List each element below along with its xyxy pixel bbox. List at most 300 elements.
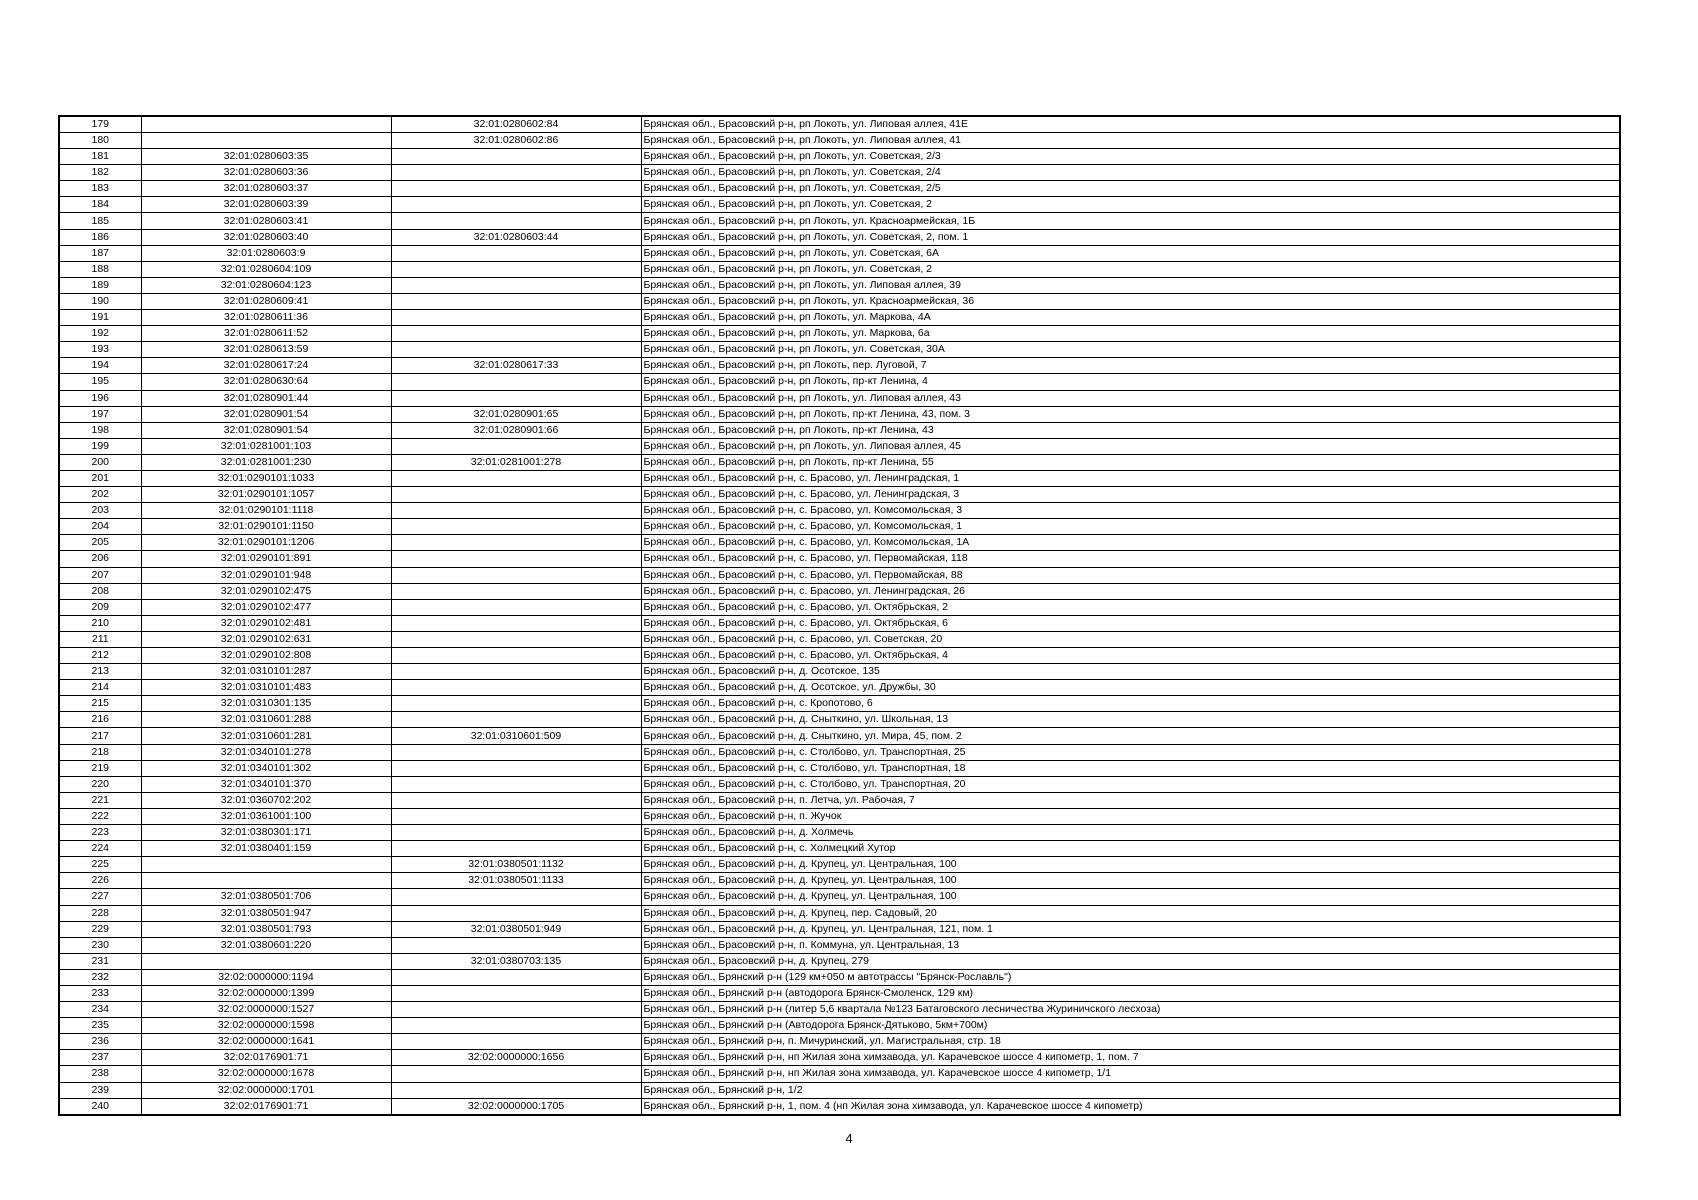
address-cell: Брянская обл., Брянский р-н, 1/2 <box>641 1082 1620 1098</box>
table-row <box>59 470 1620 486</box>
related-cadastral-number-cell <box>391 1018 641 1034</box>
table-row <box>59 245 1620 261</box>
row-number-cell: 239 <box>59 1082 141 1098</box>
address-cell: Брянская обл., Брасовский р-н, п. Летча, ул. Рабочая, 7 <box>641 792 1620 808</box>
row-number-cell: 224 <box>59 841 141 857</box>
cadastral-number-cell: 32:01:0290102:477 <box>141 599 391 615</box>
cadastral-number-cell: 32:01:0380301:171 <box>141 825 391 841</box>
table-row <box>59 133 1620 149</box>
row-number-cell: 216 <box>59 712 141 728</box>
cadastral-number-cell: 32:01:0310101:287 <box>141 664 391 680</box>
address-cell: Брянская обл., Брасовский р-н, с. Брасово, ул. Ленинградская, 1 <box>641 470 1620 486</box>
table-row <box>59 165 1620 181</box>
cadastral-number-cell: 32:01:0280609:41 <box>141 293 391 309</box>
table-row <box>59 776 1620 792</box>
cadastral-number-cell: 32:01:0380501:706 <box>141 889 391 905</box>
table-row <box>59 953 1620 969</box>
row-number-cell: 204 <box>59 519 141 535</box>
cadastral-number-cell: 32:01:0280901:44 <box>141 390 391 406</box>
table-row <box>59 454 1620 470</box>
table-row <box>59 358 1620 374</box>
related-cadastral-number-cell: 32:01:0280603:44 <box>391 229 641 245</box>
address-cell: Брянская обл., Брасовский р-н, с. Брасово, ул. Первомайская, 118 <box>641 551 1620 567</box>
address-cell: Брянская обл., Брасовский р-н, д. Крупец, ул. Центральная, 100 <box>641 857 1620 873</box>
address-cell: Брянская обл., Брасовский р-н, д. Крупец, пер. Садовый, 20 <box>641 905 1620 921</box>
table-row <box>59 615 1620 631</box>
cadastral-number-cell: 32:01:0310601:281 <box>141 728 391 744</box>
related-cadastral-number-cell <box>391 985 641 1001</box>
related-cadastral-number-cell <box>391 744 641 760</box>
cadastral-number-cell: 32:02:0000000:1678 <box>141 1066 391 1082</box>
row-number-cell: 186 <box>59 229 141 245</box>
table-row <box>59 213 1620 229</box>
cadastral-number-cell: 32:01:0290102:475 <box>141 583 391 599</box>
table-row <box>59 937 1620 953</box>
table-row <box>59 519 1620 535</box>
row-number-cell: 198 <box>59 422 141 438</box>
table-row <box>59 873 1620 889</box>
related-cadastral-number-cell <box>391 535 641 551</box>
registry-table-body <box>59 116 1620 1115</box>
row-number-cell: 181 <box>59 149 141 165</box>
cadastral-number-cell: 32:01:0340101:302 <box>141 760 391 776</box>
row-number-cell: 205 <box>59 535 141 551</box>
address-cell: Брянская обл., Брасовский р-н, рп Локоть, ул. Советская, 30А <box>641 342 1620 358</box>
related-cadastral-number-cell <box>391 648 641 664</box>
address-cell: Брянская обл., Брянский р-н (129 км+050 м автотрассы "Брянск-Рославль") <box>641 969 1620 985</box>
row-number-cell: 235 <box>59 1018 141 1034</box>
cadastral-number-cell: 32:01:0290102:631 <box>141 631 391 647</box>
related-cadastral-number-cell: 32:01:0380501:949 <box>391 921 641 937</box>
address-cell: Брянская обл., Брасовский р-н, п. Коммуна, ул. Центральная, 13 <box>641 937 1620 953</box>
cadastral-number-cell: 32:01:0280611:52 <box>141 326 391 342</box>
address-cell: Брянская обл., Брасовский р-н, д. Холмечь <box>641 825 1620 841</box>
row-number-cell: 197 <box>59 406 141 422</box>
table-row <box>59 1082 1620 1098</box>
related-cadastral-number-cell <box>391 470 641 486</box>
address-cell: Брянская обл., Брасовский р-н, рп Локоть, ул. Маркова, 6а <box>641 326 1620 342</box>
table-row <box>59 905 1620 921</box>
related-cadastral-number-cell <box>391 615 641 631</box>
cadastral-number-cell: 32:01:0380401:159 <box>141 841 391 857</box>
table-row <box>59 503 1620 519</box>
table-row <box>59 149 1620 165</box>
row-number-cell: 223 <box>59 825 141 841</box>
related-cadastral-number-cell <box>391 808 641 824</box>
related-cadastral-number-cell <box>391 937 641 953</box>
row-number-cell: 217 <box>59 728 141 744</box>
related-cadastral-number-cell <box>391 310 641 326</box>
table-row <box>59 229 1620 245</box>
table-row <box>59 921 1620 937</box>
cadastral-number-cell: 32:01:0380501:793 <box>141 921 391 937</box>
related-cadastral-number-cell <box>391 1082 641 1098</box>
row-number-cell: 228 <box>59 905 141 921</box>
page-number: 4 <box>845 1131 853 1146</box>
related-cadastral-number-cell <box>391 551 641 567</box>
cadastral-number-cell: 32:01:0280630:64 <box>141 374 391 390</box>
cadastral-number-cell: 32:01:0280603:41 <box>141 213 391 229</box>
address-cell: Брянская обл., Брасовский р-н, рп Локоть, пр-кт Ленина, 43, пом. 3 <box>641 406 1620 422</box>
table-row <box>59 985 1620 1001</box>
table-row <box>59 760 1620 776</box>
table-row <box>59 1018 1620 1034</box>
cadastral-number-cell: 32:01:0310601:288 <box>141 712 391 728</box>
address-cell: Брянская обл., Брасовский р-н, с. Брасово, ул. Советская, 20 <box>641 631 1620 647</box>
address-cell: Брянская обл., Брасовский р-н, п. Жучок <box>641 808 1620 824</box>
related-cadastral-number-cell <box>391 567 641 583</box>
related-cadastral-number-cell: 32:01:0380703:135 <box>391 953 641 969</box>
row-number-cell: 190 <box>59 293 141 309</box>
related-cadastral-number-cell <box>391 664 641 680</box>
cadastral-number-cell: 32:01:0280603:35 <box>141 149 391 165</box>
related-cadastral-number-cell: 32:01:0281001:278 <box>391 454 641 470</box>
cadastral-number-cell: 32:01:0281001:230 <box>141 454 391 470</box>
address-cell: Брянская обл., Брасовский р-н, с. Брасово, ул. Октябрьская, 2 <box>641 599 1620 615</box>
address-cell: Брянская обл., Брасовский р-н, д. Осотское, 135 <box>641 664 1620 680</box>
cadastral-number-cell: 32:02:0000000:1194 <box>141 969 391 985</box>
related-cadastral-number-cell <box>391 487 641 503</box>
related-cadastral-number-cell <box>391 905 641 921</box>
table-row <box>59 535 1620 551</box>
row-number-cell: 202 <box>59 487 141 503</box>
row-number-cell: 212 <box>59 648 141 664</box>
row-number-cell: 219 <box>59 760 141 776</box>
table-row <box>59 342 1620 358</box>
address-cell: Брянская обл., Брасовский р-н, рп Локоть, ул. Советская, 2 <box>641 197 1620 213</box>
row-number-cell: 192 <box>59 326 141 342</box>
cadastral-number-cell: 32:01:0310101:483 <box>141 680 391 696</box>
table-row <box>59 422 1620 438</box>
table-row <box>59 712 1620 728</box>
cadastral-number-cell: 32:01:0360702:202 <box>141 792 391 808</box>
table-row <box>59 744 1620 760</box>
row-number-cell: 237 <box>59 1050 141 1066</box>
address-cell: Брянская обл., Брасовский р-н, рп Локоть, ул. Липовая аллея, 39 <box>641 277 1620 293</box>
cadastral-number-cell: 32:02:0000000:1598 <box>141 1018 391 1034</box>
address-cell: Брянская обл., Брянский р-н, п. Мичуринский, ул. Магистральная, стр. 18 <box>641 1034 1620 1050</box>
address-cell: Брянская обл., Брасовский р-н, рп Локоть, ул. Советская, 2/3 <box>641 149 1620 165</box>
row-number-cell: 234 <box>59 1002 141 1018</box>
related-cadastral-number-cell <box>391 760 641 776</box>
table-row <box>59 438 1620 454</box>
address-cell: Брянская обл., Брасовский р-н, с. Брасово, ул. Первомайская, 88 <box>641 567 1620 583</box>
row-number-cell: 185 <box>59 213 141 229</box>
related-cadastral-number-cell <box>391 519 641 535</box>
row-number-cell: 191 <box>59 310 141 326</box>
table-row <box>59 277 1620 293</box>
cadastral-number-cell: 32:01:0280604:123 <box>141 277 391 293</box>
row-number-cell: 227 <box>59 889 141 905</box>
address-cell: Брянская обл., Брасовский р-н, с. Брасово, ул. Ленинградская, 26 <box>641 583 1620 599</box>
address-cell: Брянская обл., Брасовский р-н, рп Локоть, пр-кт Ленина, 4 <box>641 374 1620 390</box>
related-cadastral-number-cell: 32:01:0280602:86 <box>391 133 641 149</box>
address-cell: Брянская обл., Брасовский р-н, рп Локоть, ул. Красноармейская, 1Б <box>641 213 1620 229</box>
row-number-cell: 187 <box>59 245 141 261</box>
related-cadastral-number-cell <box>391 696 641 712</box>
row-number-cell: 229 <box>59 921 141 937</box>
address-cell: Брянская обл., Брасовский р-н, рп Локоть, ул. Советская, 2, пом. 1 <box>641 229 1620 245</box>
related-cadastral-number-cell: 32:01:0380501:1133 <box>391 873 641 889</box>
related-cadastral-number-cell <box>391 776 641 792</box>
row-number-cell: 184 <box>59 197 141 213</box>
row-number-cell: 208 <box>59 583 141 599</box>
address-cell: Брянская обл., Брасовский р-н, с. Брасово, ул. Ленинградская, 3 <box>641 487 1620 503</box>
row-number-cell: 193 <box>59 342 141 358</box>
row-number-cell: 189 <box>59 277 141 293</box>
related-cadastral-number-cell: 32:02:0000000:1705 <box>391 1098 641 1115</box>
related-cadastral-number-cell <box>391 680 641 696</box>
cadastral-number-cell: 32:01:0290101:1206 <box>141 535 391 551</box>
row-number-cell: 215 <box>59 696 141 712</box>
table-row <box>59 567 1620 583</box>
row-number-cell: 220 <box>59 776 141 792</box>
row-number-cell: 211 <box>59 631 141 647</box>
row-number-cell: 210 <box>59 615 141 631</box>
related-cadastral-number-cell <box>391 293 641 309</box>
row-number-cell: 225 <box>59 857 141 873</box>
registry-table <box>58 115 1621 1116</box>
cadastral-number-cell <box>141 953 391 969</box>
address-cell: Брянская обл., Брасовский р-н, с. Столбово, ул. Транспортная, 20 <box>641 776 1620 792</box>
table-row <box>59 551 1620 567</box>
table-row <box>59 631 1620 647</box>
table-row <box>59 728 1620 744</box>
related-cadastral-number-cell: 32:01:0380501:1132 <box>391 857 641 873</box>
row-number-cell: 188 <box>59 261 141 277</box>
row-number-cell: 199 <box>59 438 141 454</box>
address-cell: Брянская обл., Брасовский р-н, рп Локоть, ул. Липовая аллея, 45 <box>641 438 1620 454</box>
cadastral-number-cell: 32:02:0176901:71 <box>141 1050 391 1066</box>
table-row <box>59 583 1620 599</box>
address-cell: Брянская обл., Брасовский р-н, д. Крупец, ул. Центральная, 100 <box>641 889 1620 905</box>
address-cell: Брянская обл., Брасовский р-н, рп Локоть, ул. Советская, 2 <box>641 261 1620 277</box>
related-cadastral-number-cell <box>391 277 641 293</box>
related-cadastral-number-cell <box>391 181 641 197</box>
address-cell: Брянская обл., Брасовский р-н, с. Брасово, ул. Комсомольская, 1 <box>641 519 1620 535</box>
related-cadastral-number-cell <box>391 245 641 261</box>
cadastral-number-cell: 32:02:0176901:71 <box>141 1098 391 1115</box>
cadastral-number-cell: 32:01:0290101:1057 <box>141 487 391 503</box>
related-cadastral-number-cell <box>391 599 641 615</box>
row-number-cell: 218 <box>59 744 141 760</box>
cadastral-number-cell <box>141 116 391 133</box>
row-number-cell: 206 <box>59 551 141 567</box>
table-row <box>59 1098 1620 1115</box>
cadastral-number-cell: 32:01:0280901:54 <box>141 406 391 422</box>
related-cadastral-number-cell <box>391 712 641 728</box>
related-cadastral-number-cell <box>391 326 641 342</box>
cadastral-number-cell: 32:01:0361001:100 <box>141 808 391 824</box>
table-row <box>59 1002 1620 1018</box>
row-number-cell: 180 <box>59 133 141 149</box>
row-number-cell: 236 <box>59 1034 141 1050</box>
table-row <box>59 181 1620 197</box>
table-row <box>59 599 1620 615</box>
cadastral-number-cell: 32:01:0280604:109 <box>141 261 391 277</box>
cadastral-number-cell: 32:01:0280603:36 <box>141 165 391 181</box>
address-cell: Брянская обл., Брянский р-н (литер 5,6 квартала №123 Батаговского лесничества Журиничского лесхоза) <box>641 1002 1620 1018</box>
related-cadastral-number-cell <box>391 792 641 808</box>
address-cell: Брянская обл., Брасовский р-н, с. Брасово, ул. Комсомольская, 3 <box>641 503 1620 519</box>
address-cell: Брянская обл., Брасовский р-н, рп Локоть, пр-кт Ленина, 55 <box>641 454 1620 470</box>
table-row <box>59 648 1620 664</box>
cadastral-number-cell: 32:01:0280613:59 <box>141 342 391 358</box>
table-row <box>59 808 1620 824</box>
cadastral-number-cell <box>141 857 391 873</box>
address-cell: Брянская обл., Брасовский р-н, с. Кропотово, 6 <box>641 696 1620 712</box>
table-row <box>59 310 1620 326</box>
cadastral-number-cell: 32:01:0380501:947 <box>141 905 391 921</box>
address-cell: Брянская обл., Брянский р-н, нп Жилая зона химзавода, ул. Карачевское шоссе 4 кипометр, 1/1 <box>641 1066 1620 1082</box>
cadastral-number-cell: 32:01:0280611:36 <box>141 310 391 326</box>
table-row <box>59 1034 1620 1050</box>
address-cell: Брянская обл., Брасовский р-н, д. Крупец, ул. Центральная, 100 <box>641 873 1620 889</box>
related-cadastral-number-cell <box>391 213 641 229</box>
row-number-cell: 194 <box>59 358 141 374</box>
table-row <box>59 857 1620 873</box>
related-cadastral-number-cell <box>391 583 641 599</box>
row-number-cell: 221 <box>59 792 141 808</box>
cadastral-number-cell: 32:01:0310301:135 <box>141 696 391 712</box>
related-cadastral-number-cell <box>391 261 641 277</box>
table-row <box>59 969 1620 985</box>
cadastral-number-cell: 32:01:0290102:808 <box>141 648 391 664</box>
address-cell: Брянская обл., Брасовский р-н, д. Осотское, ул. Дружбы, 30 <box>641 680 1620 696</box>
address-cell: Брянская обл., Брянский р-н, нп Жилая зона химзавода, ул. Карачевское шоссе 4 кипометр, 1, пом. 7 <box>641 1050 1620 1066</box>
related-cadastral-number-cell <box>391 1002 641 1018</box>
row-number-cell: 238 <box>59 1066 141 1082</box>
related-cadastral-number-cell: 32:01:0280901:65 <box>391 406 641 422</box>
related-cadastral-number-cell <box>391 374 641 390</box>
cadastral-number-cell: 32:01:0281001:103 <box>141 438 391 454</box>
cadastral-number-cell: 32:02:0000000:1701 <box>141 1082 391 1098</box>
row-number-cell: 240 <box>59 1098 141 1115</box>
cadastral-number-cell: 32:01:0380601:220 <box>141 937 391 953</box>
address-cell: Брянская обл., Брасовский р-н, д. Крупец, 279 <box>641 953 1620 969</box>
row-number-cell: 201 <box>59 470 141 486</box>
row-number-cell: 231 <box>59 953 141 969</box>
cadastral-number-cell: 32:01:0340101:370 <box>141 776 391 792</box>
related-cadastral-number-cell <box>391 503 641 519</box>
cadastral-number-cell: 32:02:0000000:1399 <box>141 985 391 1001</box>
cadastral-number-cell: 32:01:0290101:891 <box>141 551 391 567</box>
address-cell: Брянская обл., Брянский р-н, 1, пом. 4 (нп Жилая зона химзавода, ул. Карачевское шоссе 4 кипометр) <box>641 1098 1620 1115</box>
table-row <box>59 664 1620 680</box>
table-row <box>59 293 1620 309</box>
row-number-cell: 232 <box>59 969 141 985</box>
related-cadastral-number-cell <box>391 438 641 454</box>
table-row <box>59 1066 1620 1082</box>
address-cell: Брянская обл., Брасовский р-н, рп Локоть, ул. Советская, 6А <box>641 245 1620 261</box>
related-cadastral-number-cell <box>391 165 641 181</box>
table-row <box>59 487 1620 503</box>
address-cell: Брянская обл., Брасовский р-н, рп Локоть, ул. Красноармейская, 36 <box>641 293 1620 309</box>
address-cell: Брянская обл., Брасовский р-н, рп Локоть, ул. Советская, 2/4 <box>641 165 1620 181</box>
related-cadastral-number-cell: 32:02:0000000:1656 <box>391 1050 641 1066</box>
address-cell: Брянская обл., Брасовский р-н, д. Сныткино, ул. Мира, 45, пом. 2 <box>641 728 1620 744</box>
related-cadastral-number-cell <box>391 631 641 647</box>
row-number-cell: 182 <box>59 165 141 181</box>
row-number-cell: 226 <box>59 873 141 889</box>
row-number-cell: 214 <box>59 680 141 696</box>
table-row <box>59 326 1620 342</box>
cadastral-number-cell: 32:01:0340101:278 <box>141 744 391 760</box>
cadastral-number-cell: 32:01:0290101:948 <box>141 567 391 583</box>
row-number-cell: 233 <box>59 985 141 1001</box>
related-cadastral-number-cell <box>391 969 641 985</box>
related-cadastral-number-cell <box>391 197 641 213</box>
related-cadastral-number-cell <box>391 841 641 857</box>
related-cadastral-number-cell <box>391 825 641 841</box>
row-number-cell: 213 <box>59 664 141 680</box>
cadastral-number-cell <box>141 873 391 889</box>
related-cadastral-number-cell: 32:01:0280602:84 <box>391 116 641 133</box>
cadastral-number-cell: 32:01:0290101:1150 <box>141 519 391 535</box>
table-row <box>59 825 1620 841</box>
row-number-cell: 207 <box>59 567 141 583</box>
cadastral-number-cell: 32:01:0280617:24 <box>141 358 391 374</box>
address-cell: Брянская обл., Брянский р-н (автодорога Брянск-Смоленск, 129 км) <box>641 985 1620 1001</box>
cadastral-number-cell: 32:01:0280603:9 <box>141 245 391 261</box>
row-number-cell: 200 <box>59 454 141 470</box>
cadastral-number-cell: 32:01:0280603:40 <box>141 229 391 245</box>
table-row <box>59 889 1620 905</box>
table-row <box>59 406 1620 422</box>
related-cadastral-number-cell <box>391 390 641 406</box>
row-number-cell: 196 <box>59 390 141 406</box>
cadastral-number-cell: 32:01:0280603:39 <box>141 197 391 213</box>
cadastral-number-cell <box>141 133 391 149</box>
address-cell: Брянская обл., Брасовский р-н, рп Локоть, пер. Луговой, 7 <box>641 358 1620 374</box>
address-cell: Брянская обл., Брасовский р-н, с. Холмецкий Хутор <box>641 841 1620 857</box>
cadastral-number-cell: 32:01:0280901:54 <box>141 422 391 438</box>
cadastral-number-cell: 32:02:0000000:1641 <box>141 1034 391 1050</box>
table-row <box>59 390 1620 406</box>
address-cell: Брянская обл., Брасовский р-н, рп Локоть, ул. Липовая аллея, 41 <box>641 133 1620 149</box>
address-cell: Брянская обл., Брасовский р-н, рп Локоть, пр-кт Ленина, 43 <box>641 422 1620 438</box>
table-row <box>59 197 1620 213</box>
row-number-cell: 230 <box>59 937 141 953</box>
row-number-cell: 183 <box>59 181 141 197</box>
table-row <box>59 116 1620 133</box>
related-cadastral-number-cell <box>391 1066 641 1082</box>
address-cell: Брянская обл., Брасовский р-н, с. Брасово, ул. Комсомольская, 1А <box>641 535 1620 551</box>
related-cadastral-number-cell <box>391 889 641 905</box>
related-cadastral-number-cell: 32:01:0310601:509 <box>391 728 641 744</box>
row-number-cell: 195 <box>59 374 141 390</box>
address-cell: Брянская обл., Брасовский р-н, рп Локоть, ул. Липовая аллея, 41Е <box>641 116 1620 133</box>
address-cell: Брянская обл., Брасовский р-н, рп Локоть, ул. Маркова, 4А <box>641 310 1620 326</box>
related-cadastral-number-cell <box>391 149 641 165</box>
table-row <box>59 696 1620 712</box>
address-cell: Брянская обл., Брасовский р-н, с. Столбово, ул. Транспортная, 18 <box>641 760 1620 776</box>
address-cell: Брянская обл., Брасовский р-н, с. Брасово, ул. Октябрьская, 6 <box>641 615 1620 631</box>
related-cadastral-number-cell <box>391 342 641 358</box>
address-cell: Брянская обл., Брасовский р-н, д. Крупец, ул. Центральная, 121, пом. 1 <box>641 921 1620 937</box>
cadastral-number-cell: 32:01:0290102:481 <box>141 615 391 631</box>
row-number-cell: 209 <box>59 599 141 615</box>
address-cell: Брянская обл., Брасовский р-н, д. Сныткино, ул. Школьная, 13 <box>641 712 1620 728</box>
cadastral-number-cell: 32:01:0290101:1118 <box>141 503 391 519</box>
related-cadastral-number-cell <box>391 1034 641 1050</box>
address-cell: Брянская обл., Брасовский р-н, с. Столбово, ул. Транспортная, 25 <box>641 744 1620 760</box>
table-row <box>59 374 1620 390</box>
cadastral-number-cell: 32:01:0280603:37 <box>141 181 391 197</box>
table-row <box>59 680 1620 696</box>
table-row <box>59 261 1620 277</box>
address-cell: Брянская обл., Брасовский р-н, рп Локоть, ул. Советская, 2/5 <box>641 181 1620 197</box>
